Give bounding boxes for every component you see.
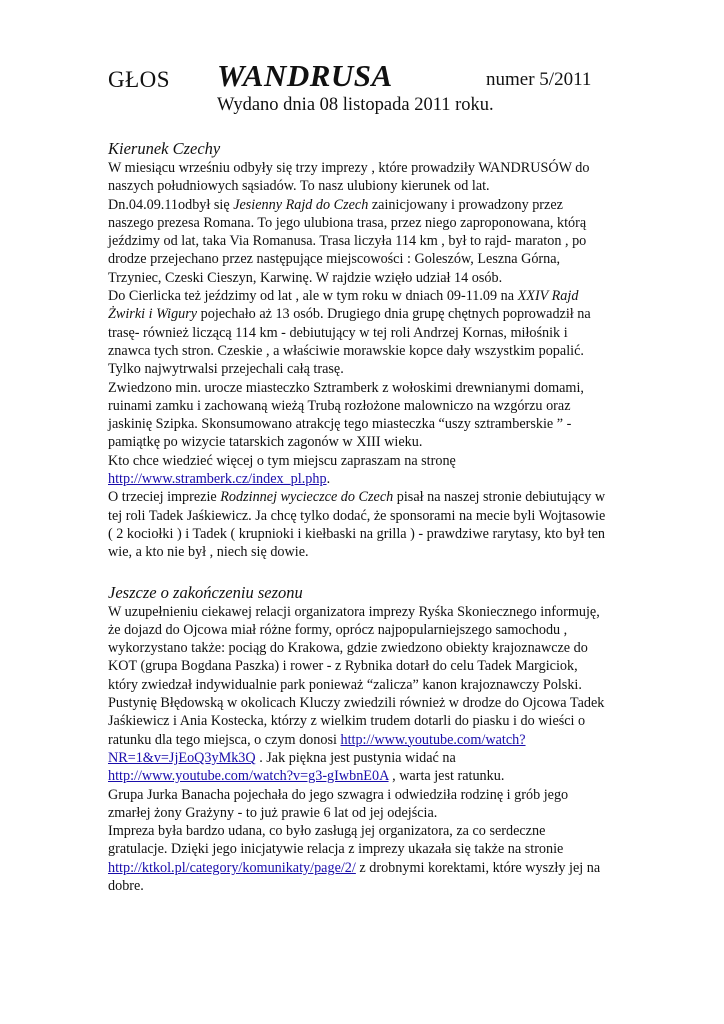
- issue-number: numer 5/2011: [486, 69, 592, 90]
- text-run: Do Cierlicka też jeździmy od lat , ale w tym roku w dniach 09-11.09 na: [108, 288, 518, 305]
- section-kierunek-czechy: [108, 138, 608, 562]
- text-run: Kto chce wiedzieć więcej o tym miejscu zapraszam na stronę: [108, 452, 456, 469]
- text-run: zainicjowany i prowadzony przez naszego prezesa Romana. To jego ulubiona trasa, przez niego zaproponowana, którą jeździmy od lat, taka Via Romanusa. Trasa liczyła 114 km , był to rajd- maraton , po drodze przejechano przez następujące miejscowości : Goleszów, Leszna Górna, Trzyniec, Czeski Cieszyn, Karwinę. W rajdzie wzięło udział 14 osób.: [108, 196, 587, 286]
- section-heading: Kierunek Czechy: [108, 139, 221, 158]
- paragraph: [108, 694, 608, 785]
- section-heading: Jeszcze o zakończeniu sezonu: [108, 582, 303, 602]
- text-run: Zwiedzono min. urocze miasteczko Sztramberk z wołoskimi drewnianymi domami, ruinami zamku i zachowaną wieżą Trubą rozłożone malowniczo na wzgórzu oraz jaskinię Szipka. Skonsumowano atrakcję tego miasteczka “uszy sztramberskie ” - pamiątkę po wizycie tatarskich zagonów w XIII wieku.: [108, 379, 584, 451]
- paragraph: [108, 488, 608, 561]
- article-body: [108, 138, 608, 915]
- text-run: Pustynię Błędowską w okolicach Kluczy zwiedzili również w drodze do Ojcowa Tadek Jaśkiewicz i Ania Kostecka, którzy z wielkim trudem dotarli do piasku i do wieści o ratunku dla tego miejsca, o czym donosi: [108, 695, 605, 748]
- paragraph: [108, 822, 608, 895]
- paragraph: [108, 786, 608, 823]
- hyperlink[interactable]: http://www.youtube.com/watch?v=g3-gIwbnE0A: [108, 768, 389, 785]
- paragraph: [108, 452, 608, 489]
- hyperlink[interactable]: http://www.stramberk.cz/index_pl.php: [108, 471, 327, 488]
- text-run: Grupa Jurka Banacha pojechała do jego szwagra i odwiedziła rodzinę i grób jego zmarłej żony Grażyny - to już prawie 6 lat od jej odejścia.: [108, 786, 569, 821]
- text-run: pisał na naszej stronie debiutujący w tej roli Tadek Jaśkiewicz. Ja chcę tylko dodać, że sponsorami na mecie byli Wojtasowie ( 2 kociołki ) i Tadek ( krupnioki i kiełbaski na grilla ) - prawdziwe rarytasy, kto był ten wie, a kto nie był , niech się dowie.: [108, 489, 606, 561]
- paragraph: [108, 603, 608, 694]
- issue-date: Wydano dnia 08 listopada 2011 roku.: [217, 95, 494, 115]
- text-run: z drobnymi korektami, które wyszły jej na dobre.: [108, 859, 601, 894]
- masthead: [108, 58, 608, 98]
- text-run: W uzupełnieniu ciekawej relacji organizatora imprezy Ryśka Skoniecznego informuję, że dojazd do Ojcowa miał różne formy, oprócz najpopularniejszego samochodu , wykorzystano także: pociąg do Krakowa, gdzie zwiedzono obiekty krajoznawcze do KOT (grupa Bogdana Paszka) i rower - z Rybnika dotarł do celu Tadek Margiciok, który zwiedzał indywidualnie park ponieważ “zalicza” kanon krajoznawczy Polski.: [108, 603, 600, 693]
- text-run: , warta jest ratunku.: [388, 768, 505, 785]
- event-name: Jesienny Rajd do Czech: [233, 196, 369, 213]
- paragraph: [108, 159, 608, 196]
- text-run: O trzeciej imprezie: [108, 489, 221, 506]
- newsletter-title: WANDRUSA: [217, 58, 393, 93]
- hyperlink[interactable]: http://ktkol.pl/category/komunikaty/page/2/: [108, 859, 356, 876]
- event-name: Rodzinnej wycieczce do Czech: [220, 489, 394, 506]
- masthead-prefix: GŁOS: [108, 67, 171, 92]
- paragraph: [108, 287, 608, 378]
- text-run: .: [326, 471, 331, 488]
- hyperlink[interactable]: http://www.youtube.com/watch?NR=1&v=JjEoQ3yMk3Q: [108, 731, 526, 766]
- text-run: . Jak piękna jest pustynia widać na: [255, 749, 456, 766]
- text-run: pojechało aż 13 osób. Drugiego dnia grupę chętnych poprowadził na trasę- również liczącą 114 km - debiutujący w tej roli Andrzej Kornas, miłośnik i znawca tych stron. Czeskie , a właściwie morawskie kopce dały wszystkim popalić. Tylko najwytrwalsi przejechali całą trasę.: [108, 306, 591, 378]
- event-name: XXIV Rajd Żwirki i Wigury: [108, 288, 579, 323]
- text-run: Dn.04.09.11odbył się: [108, 196, 234, 213]
- paragraph: [108, 196, 608, 287]
- text-run: W miesiącu wrześniu odbyły się trzy imprezy , które prowadziły WANDRUSÓW do naszych południowych sąsiadów. To nasz ulubiony kierunek od lat.: [108, 160, 590, 195]
- text-run: Impreza była bardzo udana, co było zasługą jej organizatora, za co serdeczne gratulacje. Dzięki jego inicjatywie relacja z imprezy ukazała się także na stronie: [108, 823, 564, 858]
- paragraph: [108, 379, 608, 452]
- section-zakonczenie-sezonu: [108, 582, 608, 896]
